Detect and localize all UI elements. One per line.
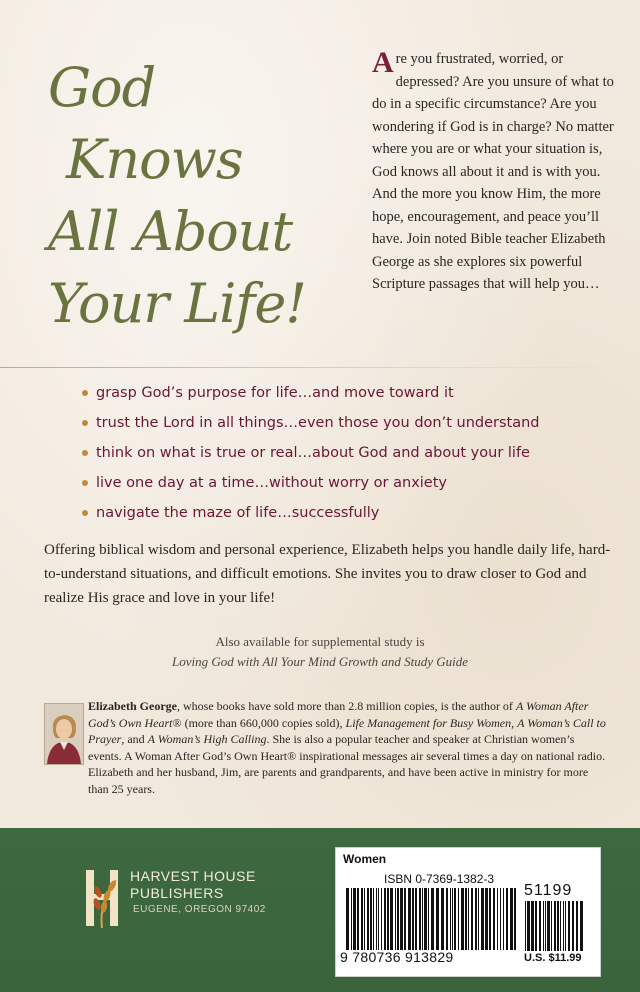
barcode-bar bbox=[458, 888, 459, 950]
barcode-bar bbox=[450, 888, 451, 950]
book-title-ref: A Woman’s High Calling bbox=[147, 732, 267, 746]
barcode-bar bbox=[361, 888, 363, 950]
book-title-ref: Life Management for Busy Women bbox=[345, 715, 512, 730]
publisher-city: EUGENE, OREGON 97402 bbox=[133, 904, 266, 915]
barcode-bar bbox=[381, 888, 382, 950]
divider-line bbox=[0, 367, 640, 368]
barcode-bar bbox=[500, 888, 501, 950]
barcode-bar bbox=[431, 888, 434, 950]
barcode-bar bbox=[436, 888, 439, 950]
barcode-bar bbox=[446, 888, 448, 950]
barcode-bar bbox=[557, 901, 559, 951]
book-title bbox=[48, 52, 348, 340]
barcode-bar bbox=[441, 888, 444, 950]
bio-text: , and bbox=[121, 732, 148, 746]
barcode-bar bbox=[408, 888, 411, 950]
barcode-bar bbox=[452, 888, 453, 950]
author-bio bbox=[88, 698, 608, 797]
barcode-bar bbox=[468, 888, 469, 950]
list-item-text: think on what is true or real…about God and about your life bbox=[96, 445, 530, 461]
bullet-dot-icon bbox=[82, 420, 88, 426]
bullet-dot-icon bbox=[82, 390, 88, 396]
barcode-bar bbox=[543, 901, 544, 951]
publisher-name-line: PUBLISHERS bbox=[130, 885, 224, 901]
title-line: All About bbox=[48, 200, 293, 263]
barcode-bar bbox=[485, 888, 488, 950]
study-guide-title: Loving God with All Your Mind Growth and Study Guide bbox=[171, 654, 468, 669]
harvest-house-logo-icon bbox=[82, 864, 132, 934]
barcode-bar bbox=[547, 901, 550, 951]
barcode-bar bbox=[475, 888, 477, 950]
list-item bbox=[82, 468, 622, 498]
author-photo bbox=[44, 703, 84, 765]
bio-text: ® (more than 660,000 copies sold), bbox=[172, 715, 346, 730]
supplement-number: 51199 bbox=[524, 882, 573, 899]
barcode-bar bbox=[568, 901, 570, 951]
title-line: Your Life! bbox=[48, 272, 306, 335]
barcode-bar bbox=[580, 901, 583, 951]
list-item bbox=[82, 378, 622, 408]
barcode-bar bbox=[563, 901, 564, 951]
barcode-bar bbox=[471, 888, 473, 950]
barcode-bar bbox=[378, 888, 379, 950]
barcode-bar bbox=[357, 888, 359, 950]
price-label: U.S. $11.99 bbox=[524, 952, 582, 964]
author-name: Elizabeth George bbox=[88, 699, 177, 713]
bio-text: , bbox=[511, 715, 518, 730]
barcode-bar bbox=[419, 888, 421, 950]
barcode-bar bbox=[370, 888, 372, 950]
barcode-bar bbox=[428, 888, 429, 950]
isbn-label: ISBN 0-7369-1382-3 bbox=[384, 872, 495, 886]
bio-text: . She is also a popular teacher and speaker at Christian women’s events. A Woman After God’s Own Heart® inspirational messages air several times a day on national radio. Elizabeth and her husband, Jim, are parents and grandparents, and have been active in ministry for more than 25 years. bbox=[88, 732, 606, 796]
bullet-dot-icon bbox=[82, 510, 88, 516]
barcode-bar bbox=[572, 901, 574, 951]
barcode-bar bbox=[489, 888, 491, 950]
book-title-ref: A Woman’s Call to Prayer bbox=[88, 715, 606, 746]
barcode-bar bbox=[397, 888, 399, 950]
barcode-bar bbox=[497, 888, 498, 950]
barcode-bar bbox=[353, 888, 356, 950]
barcode-bar bbox=[364, 888, 365, 950]
barcode-bar bbox=[478, 888, 479, 950]
title-line: God bbox=[48, 56, 156, 119]
list-item bbox=[82, 408, 622, 438]
barcode-bar bbox=[395, 888, 396, 950]
barcode-bar bbox=[576, 901, 578, 951]
barcode-bar bbox=[351, 888, 352, 950]
list-item bbox=[82, 498, 622, 528]
barcode-bar bbox=[384, 888, 386, 950]
ean-barcode-icon bbox=[346, 888, 516, 950]
barcode-bar bbox=[551, 901, 552, 951]
book-title-ref: A Woman After God’s Own Heart bbox=[88, 699, 589, 730]
barcode-bar bbox=[461, 888, 464, 950]
drop-cap: A bbox=[372, 46, 394, 79]
list-item-text: grasp God’s purpose for life…and move toward it bbox=[96, 385, 454, 401]
bio-text: , whose books have sold more than 2.8 million copies, is the author of bbox=[176, 699, 516, 713]
barcode-bar bbox=[539, 901, 541, 951]
price-barcode-icon bbox=[525, 901, 585, 951]
barcode-bar bbox=[390, 888, 393, 950]
barcode-bar bbox=[560, 901, 561, 951]
supplemental-note bbox=[0, 632, 640, 672]
barcode-bar bbox=[554, 901, 556, 951]
barcode-bar bbox=[510, 888, 513, 950]
barcode-bar bbox=[493, 888, 495, 950]
ean-number: 9 780736 913829 bbox=[340, 949, 454, 965]
author-portrait-icon bbox=[45, 704, 83, 764]
barcode-bar bbox=[346, 888, 349, 950]
barcode-bar bbox=[545, 901, 546, 951]
barcode-panel bbox=[335, 847, 601, 977]
barcode-bar bbox=[422, 888, 423, 950]
barcode-bar bbox=[525, 901, 526, 951]
bullet-dot-icon bbox=[82, 480, 88, 486]
description-paragraph: Offering biblical wisdom and personal experience, Elizabeth helps you handle daily life, hard-to-understand situations, and difficult emotions. She invites you to draw closer to God and realize His grace and love in your life! bbox=[44, 542, 611, 606]
barcode-bar bbox=[481, 888, 484, 950]
supplemental-line: Also available for supplemental study is bbox=[215, 634, 425, 649]
barcode-bar bbox=[412, 888, 414, 950]
barcode-bar bbox=[514, 888, 516, 950]
list-item-text: live one day at a time…without worry or anxiety bbox=[96, 475, 447, 491]
intro-text: re you frustrated, worried, or depressed? Are you unsure of what to do in a specific circumstance? Are you wondering if God is in charge? No matter where you are or what your situation is, God knows all about it and is with you. And the more you know Him, the more hope, encouragement, and peace you’ll have. Join noted Bible teacher Elizabeth George as she explores six powerful Scripture passages that will help you… bbox=[372, 51, 614, 292]
barcode-bar bbox=[527, 901, 530, 951]
publisher-name-line: HARVEST HOUSE bbox=[130, 868, 256, 884]
barcode-bar bbox=[465, 888, 467, 950]
list-item-text: navigate the maze of life…successfully bbox=[96, 505, 380, 521]
publisher-name bbox=[130, 868, 310, 902]
barcode-bar bbox=[387, 888, 389, 950]
barcode-bar bbox=[373, 888, 374, 950]
barcode-bar bbox=[415, 888, 417, 950]
bullet-dot-icon bbox=[82, 450, 88, 456]
list-item-text: trust the Lord in all things…even those you don’t understand bbox=[96, 415, 540, 431]
benefit-list bbox=[82, 378, 622, 528]
barcode-bar bbox=[531, 901, 534, 951]
barcode-bar bbox=[565, 901, 566, 951]
barcode-bar bbox=[404, 888, 406, 950]
barcode-bar bbox=[376, 888, 377, 950]
barcode-bar bbox=[454, 888, 456, 950]
barcode-bar bbox=[367, 888, 369, 950]
barcode-bar bbox=[424, 888, 427, 950]
title-line: Knows bbox=[66, 128, 243, 191]
barcode-bar bbox=[503, 888, 504, 950]
barcode-bar bbox=[535, 901, 537, 951]
barcode-bar bbox=[400, 888, 403, 950]
list-item bbox=[82, 438, 622, 468]
barcode-bar bbox=[506, 888, 508, 950]
category-label: Women bbox=[343, 852, 387, 866]
intro-paragraph bbox=[372, 48, 620, 296]
